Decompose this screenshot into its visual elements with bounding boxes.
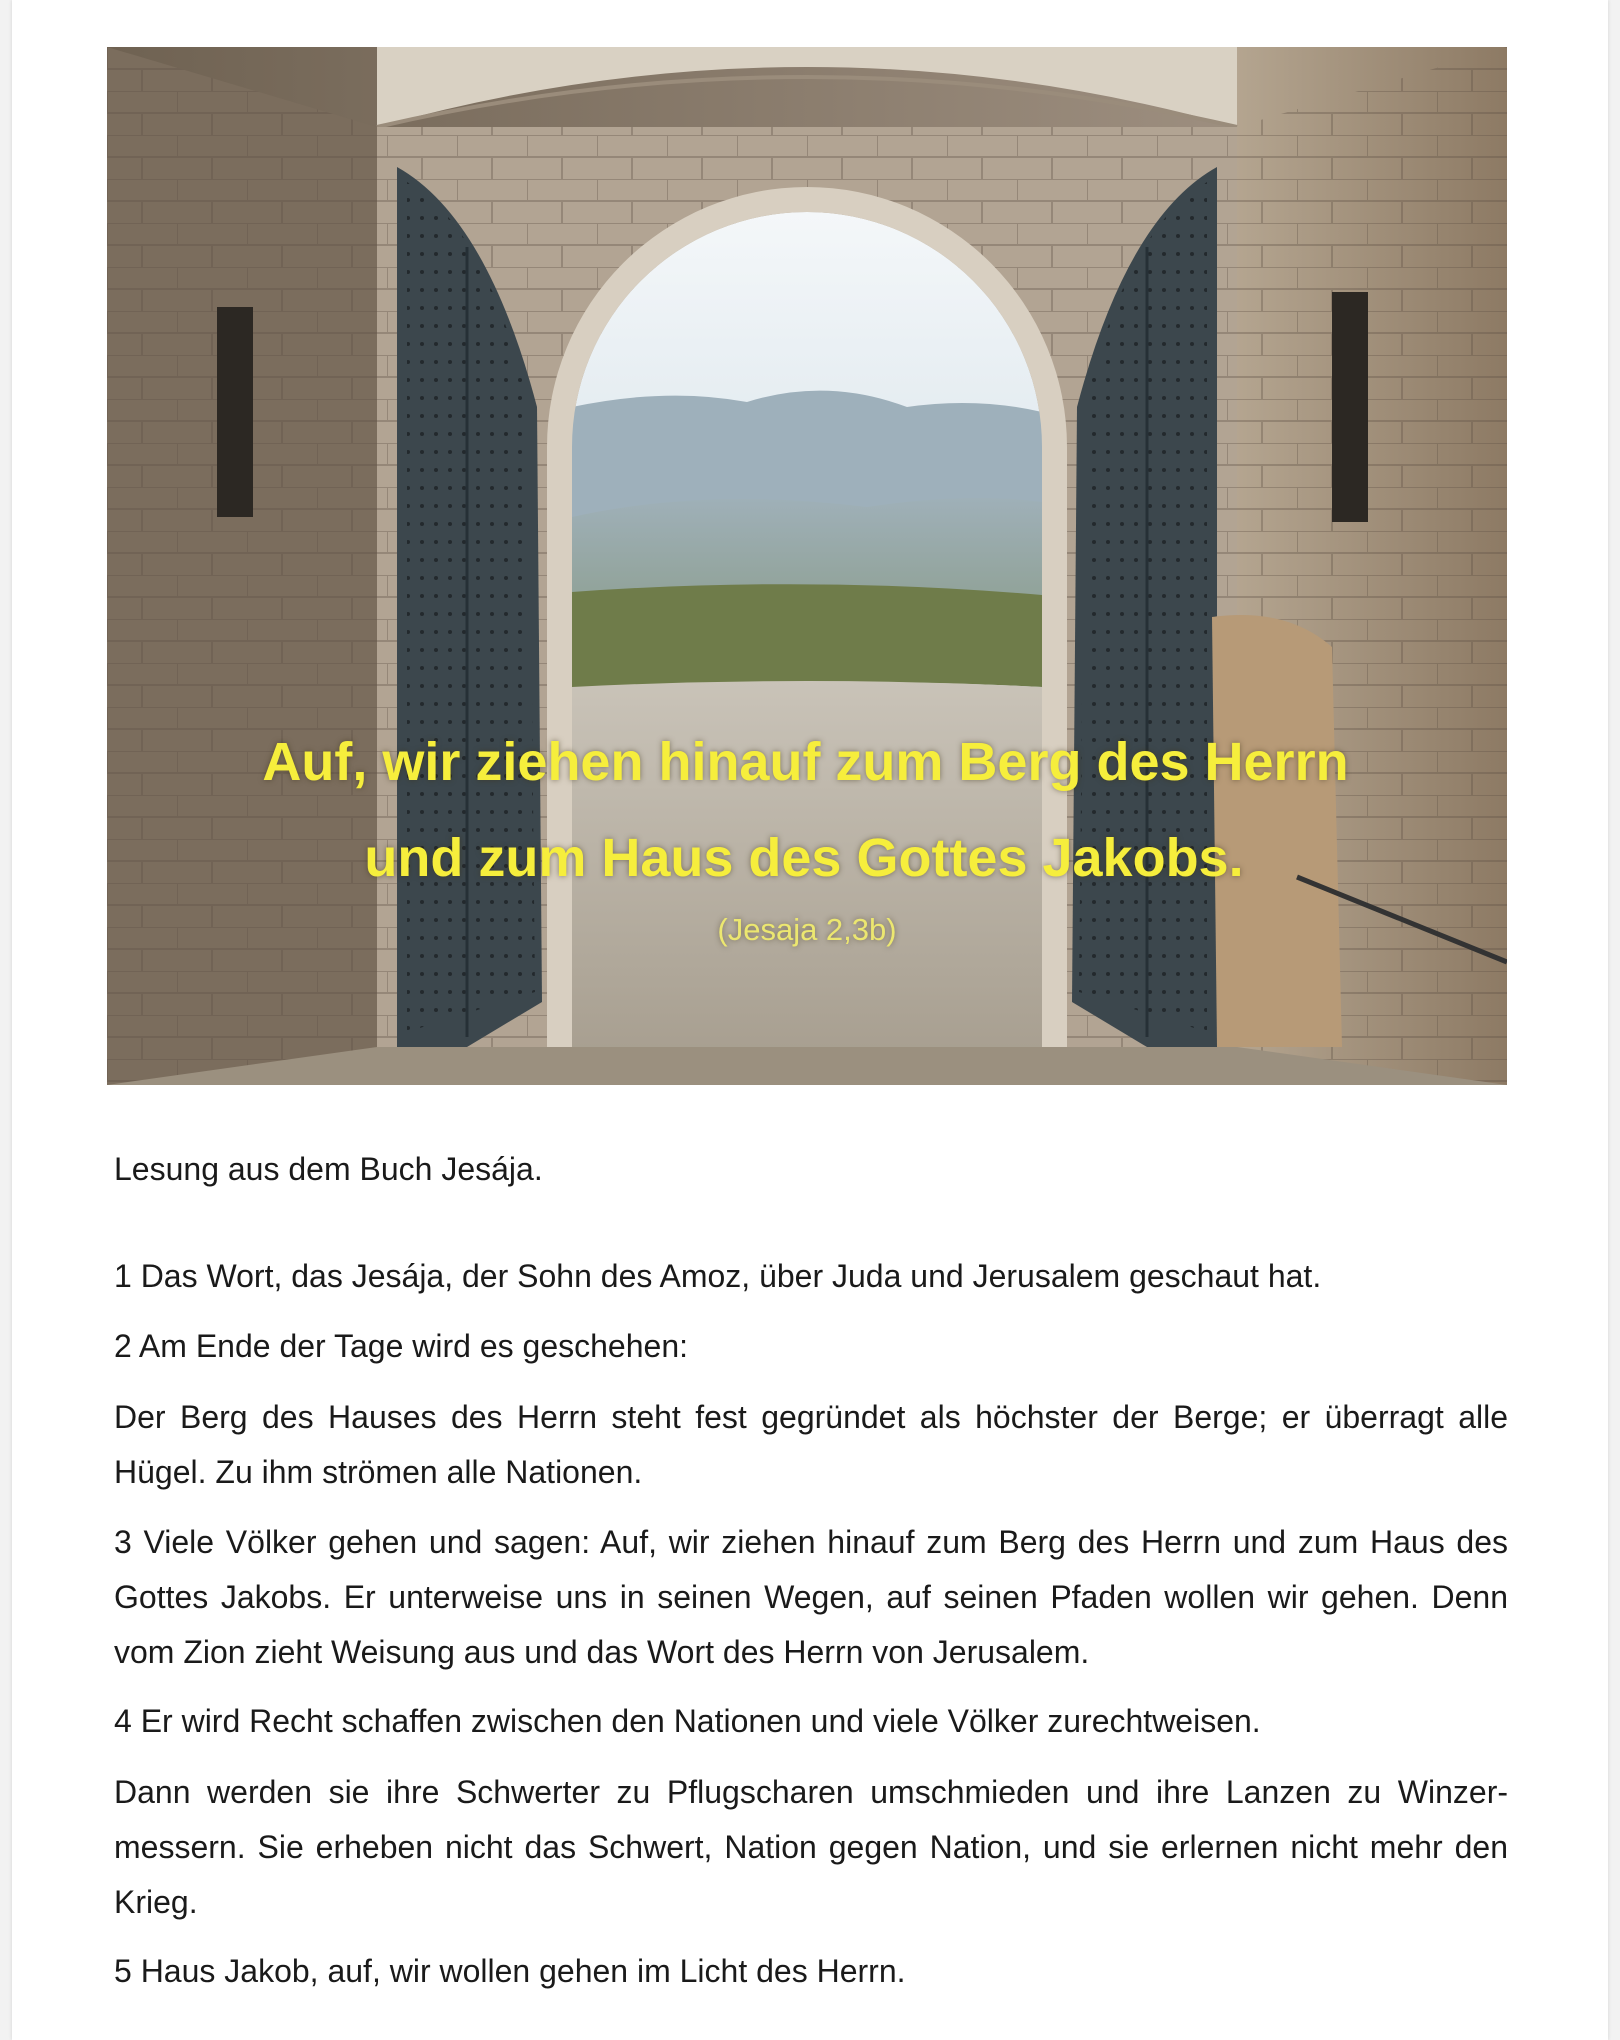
paragraph-verse-1: 1 Das Wort, das Jesája, der Sohn des Amoz, über Juda und Jerusalem geschaut hat.	[114, 1258, 1322, 1294]
paragraph-verse-2-continued: Der Berg des Hauses des Herrn steht fest gegründet als höchster der Berge; er überragt alle Hügel. Zu ihm strömen alle Nationen.	[114, 1399, 1508, 1490]
paragraph-verse-4: 4 Er wird Recht schaffen zwischen den Nationen und viele Völker zurechtweisen.	[114, 1703, 1261, 1739]
header-image	[107, 47, 1507, 1085]
document-page	[12, 0, 1608, 2040]
image-caption-line2: und zum Haus des Gottes Jakobs.	[364, 828, 1244, 888]
image-caption-reference: (Jesaja 2,3b)	[717, 912, 897, 947]
paragraph-verse-5: 5 Haus Jakob, auf, wir wollen gehen im Licht des Herrn.	[114, 1953, 906, 1989]
paragraph-verse-2: 2 Am Ende der Tage wird es geschehen:	[114, 1328, 688, 1364]
paragraph-verse-3: 3 Viele Völker gehen und sagen: Auf, wir ziehen hinauf zum Berg des Herrn und zum Haus des Gottes Jakobs. Er unterweise uns in seinen Wegen, auf seinen Pfaden wollen wir gehen. Denn vom Zion zieht Weisung aus und das Wort des Herrn von Jerusalem.	[114, 1524, 1508, 1670]
image-caption-line1: Auf, wir ziehen hinauf zum Berg des Herrn	[262, 732, 1349, 792]
reading-intro: Lesung aus dem Buch Jesája.	[114, 1151, 543, 1187]
paragraph-verse-4-continued: Dann werden sie ihre Schwerter zu Pflugscharen umschmieden und ihre Lanzen zu Winzermessern. Sie erheben nicht das Schwert, Nation gegen Nation, und sie erlernen nicht mehr den Krieg.	[114, 1774, 1508, 1920]
